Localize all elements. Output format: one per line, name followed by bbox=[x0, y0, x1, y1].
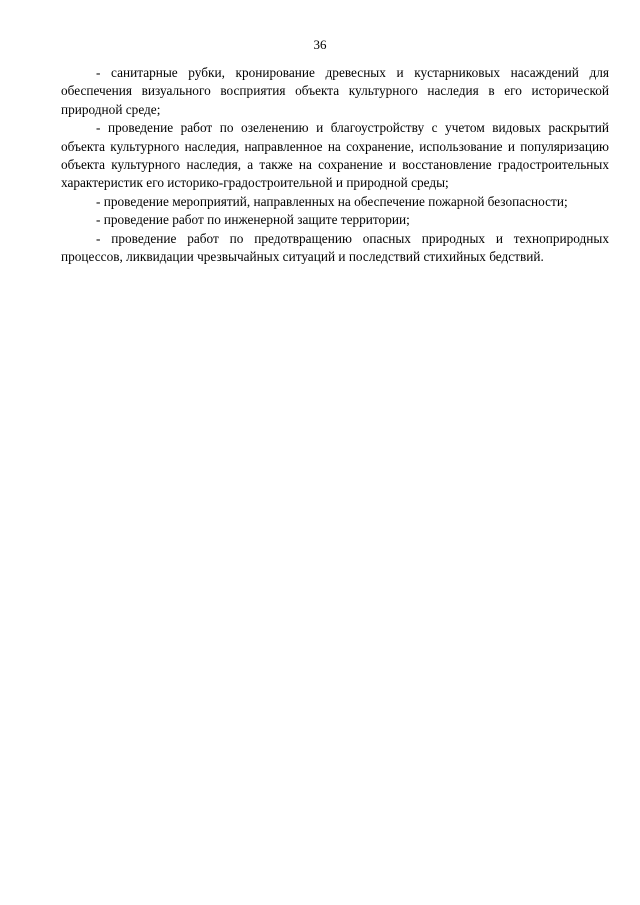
paragraph-fire-safety: - проведение мероприятий, направленных на обеспечение пожарной безопасности; bbox=[96, 193, 568, 209]
paragraph-engineering-protection: - проведение работ по инженерной защите территории; bbox=[96, 212, 410, 228]
paragraph-hazard-prevention: - проведение работ по предотвращению опасных природных и техноприродных процессов, ликвидации чрезвычайных ситуаций и последствий стихийных бедствий. bbox=[61, 230, 609, 265]
page-number: 36 bbox=[313, 37, 327, 52]
paragraph-landscaping: - проведение работ по озеленению и благоустройству с учетом видовых раскрытий объекта культурного наследия, направленное на сохранение, использование и популяризацию объекта культурного наследия, а также на сохранение и восстановление градостроительных характеристик его историко-градостроительной и природной среды; bbox=[61, 120, 609, 191]
document-body bbox=[61, 64, 609, 266]
paragraph-sanitary-felling: - санитарные рубки, кронирование древесных и кустарниковых насаждений для обеспечения визуального восприятия объекта культурного наследия в его исторической природной среде; bbox=[61, 65, 609, 117]
